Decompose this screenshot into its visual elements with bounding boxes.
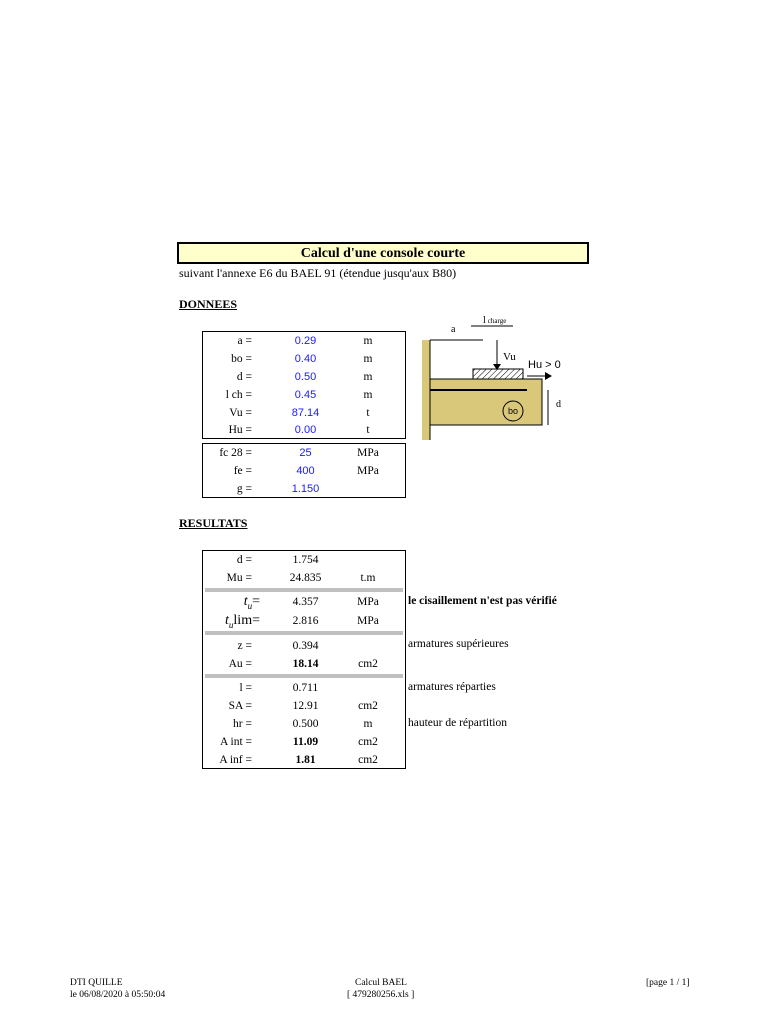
result-unit: cm2 xyxy=(358,700,378,712)
note-armatures-reparties: armatures réparties xyxy=(408,681,496,693)
result-unit: m xyxy=(363,718,373,730)
console-diagram xyxy=(415,310,590,445)
input-unit: m xyxy=(363,353,373,365)
input-label: d = xyxy=(236,371,252,383)
input-row-hu xyxy=(203,421,405,439)
input-row-vu xyxy=(203,404,405,422)
input-unit: t xyxy=(366,424,370,436)
input-label: fe = xyxy=(233,465,252,477)
result-value: 4.357 xyxy=(292,596,319,608)
result-value: 24.835 xyxy=(289,572,322,584)
result-unit: t.m xyxy=(360,572,376,584)
label-bo: bo xyxy=(507,406,519,416)
result-value: 0.394 xyxy=(292,640,319,652)
label-d: d xyxy=(556,399,561,410)
input-unit: m xyxy=(363,335,373,347)
input-label: g = xyxy=(236,483,252,495)
result-value: 11.09 xyxy=(292,736,319,748)
page-title: Calcul d'une console courte xyxy=(177,242,589,264)
input-unit: MPa xyxy=(357,447,379,459)
result-label: $t_u=$ xyxy=(243,594,260,611)
input-row-fc28 xyxy=(203,444,405,462)
load-plate xyxy=(473,369,523,379)
result-row-sa xyxy=(203,697,405,715)
result-label: hr = xyxy=(233,718,252,730)
input-unit: m xyxy=(363,389,373,401)
label-a: a xyxy=(451,324,456,335)
result-label: A inf = xyxy=(219,754,252,766)
result-unit: cm2 xyxy=(358,658,378,670)
donnees-group2 xyxy=(202,443,406,498)
note-hauteur-repartition: hauteur de répartition xyxy=(408,717,507,729)
input-row-lch xyxy=(203,386,405,404)
result-unit: MPa xyxy=(357,615,379,627)
input-unit: m xyxy=(363,371,373,383)
input-value[interactable]: 25 xyxy=(299,447,312,459)
input-value[interactable]: 0.00 xyxy=(294,424,317,436)
input-unit: t xyxy=(366,407,370,419)
input-label: l ch = xyxy=(225,389,252,401)
result-row-tau xyxy=(203,593,405,611)
donnees-group1 xyxy=(202,331,406,439)
input-value[interactable]: 87.14 xyxy=(291,407,320,419)
result-unit: cm2 xyxy=(358,754,378,766)
result-value: 1.754 xyxy=(292,554,319,566)
result-label: l = xyxy=(239,682,252,694)
input-value[interactable]: 0.50 xyxy=(294,371,317,383)
row-separator xyxy=(205,674,403,678)
input-unit: MPa xyxy=(357,465,379,477)
result-row-tau-lim xyxy=(203,612,405,630)
shear-warning: le cisaillement n'est pas vérifié xyxy=(408,595,557,607)
result-unit: MPa xyxy=(357,596,379,608)
result-row-mu xyxy=(203,569,405,587)
footer-filename: [ 479280256.xls ] xyxy=(347,990,415,1000)
input-row-fe xyxy=(203,462,405,480)
result-row-au xyxy=(203,655,405,673)
footer-page-number: [page 1 / 1] xyxy=(646,978,690,988)
input-value[interactable]: 1.150 xyxy=(291,483,320,495)
result-value: 18.14 xyxy=(292,658,319,670)
resultats-heading: RESULTATS xyxy=(179,516,248,530)
result-row-d xyxy=(203,551,405,569)
result-row-aint xyxy=(203,733,405,751)
note-armatures-superieures: armatures supérieures xyxy=(408,638,509,650)
result-value: 0.500 xyxy=(292,718,319,730)
input-value[interactable]: 400 xyxy=(296,465,315,477)
result-value: 2.816 xyxy=(292,615,319,627)
result-row-hr xyxy=(203,715,405,733)
input-row-a xyxy=(203,332,405,350)
result-label: z = xyxy=(237,640,252,652)
label-vu: Vu xyxy=(503,351,516,363)
result-row-ainf xyxy=(203,751,405,769)
footer-author: DTI QUILLE xyxy=(70,978,123,988)
input-label: Hu = xyxy=(228,424,252,436)
result-label: Au = xyxy=(228,658,252,670)
input-row-d xyxy=(203,368,405,386)
footer-doc-title: Calcul BAEL xyxy=(355,978,407,988)
input-label: a = xyxy=(237,335,252,347)
row-separator xyxy=(205,588,403,592)
result-unit: cm2 xyxy=(358,736,378,748)
result-row-l xyxy=(203,679,405,697)
input-value[interactable]: 0.45 xyxy=(294,389,317,401)
resultats-table xyxy=(202,550,406,769)
page-subtitle: suivant l'annexe E6 du BAEL 91 (étendue jusqu'aux B80) xyxy=(179,266,457,280)
result-label: d = xyxy=(236,554,252,566)
input-row-g xyxy=(203,480,405,498)
result-label: $t_u\lim=$ xyxy=(225,613,260,630)
result-value: 1.81 xyxy=(295,754,316,766)
console-body xyxy=(430,379,542,425)
result-label: A int = xyxy=(219,736,252,748)
result-label: Mu = xyxy=(226,572,252,584)
input-row-bo xyxy=(203,350,405,368)
donnees-heading: DONNEES xyxy=(179,297,238,311)
label-hu: Hu > 0 xyxy=(528,359,561,371)
result-label: SA = xyxy=(228,700,252,712)
input-value[interactable]: 0.29 xyxy=(294,335,317,347)
input-label: fc 28 = xyxy=(219,447,252,459)
input-label: Vu = xyxy=(229,407,252,419)
row-separator xyxy=(205,631,403,635)
label-lcharge: l charge xyxy=(483,315,507,326)
wall-shape xyxy=(422,340,430,440)
input-value[interactable]: 0.40 xyxy=(294,353,317,365)
result-value: 12.91 xyxy=(292,700,319,712)
result-row-z xyxy=(203,637,405,655)
input-label: bo = xyxy=(231,353,252,365)
footer-date: le 06/08/2020 à 05:50:04 xyxy=(70,990,166,1000)
result-value: 0.711 xyxy=(292,682,319,694)
